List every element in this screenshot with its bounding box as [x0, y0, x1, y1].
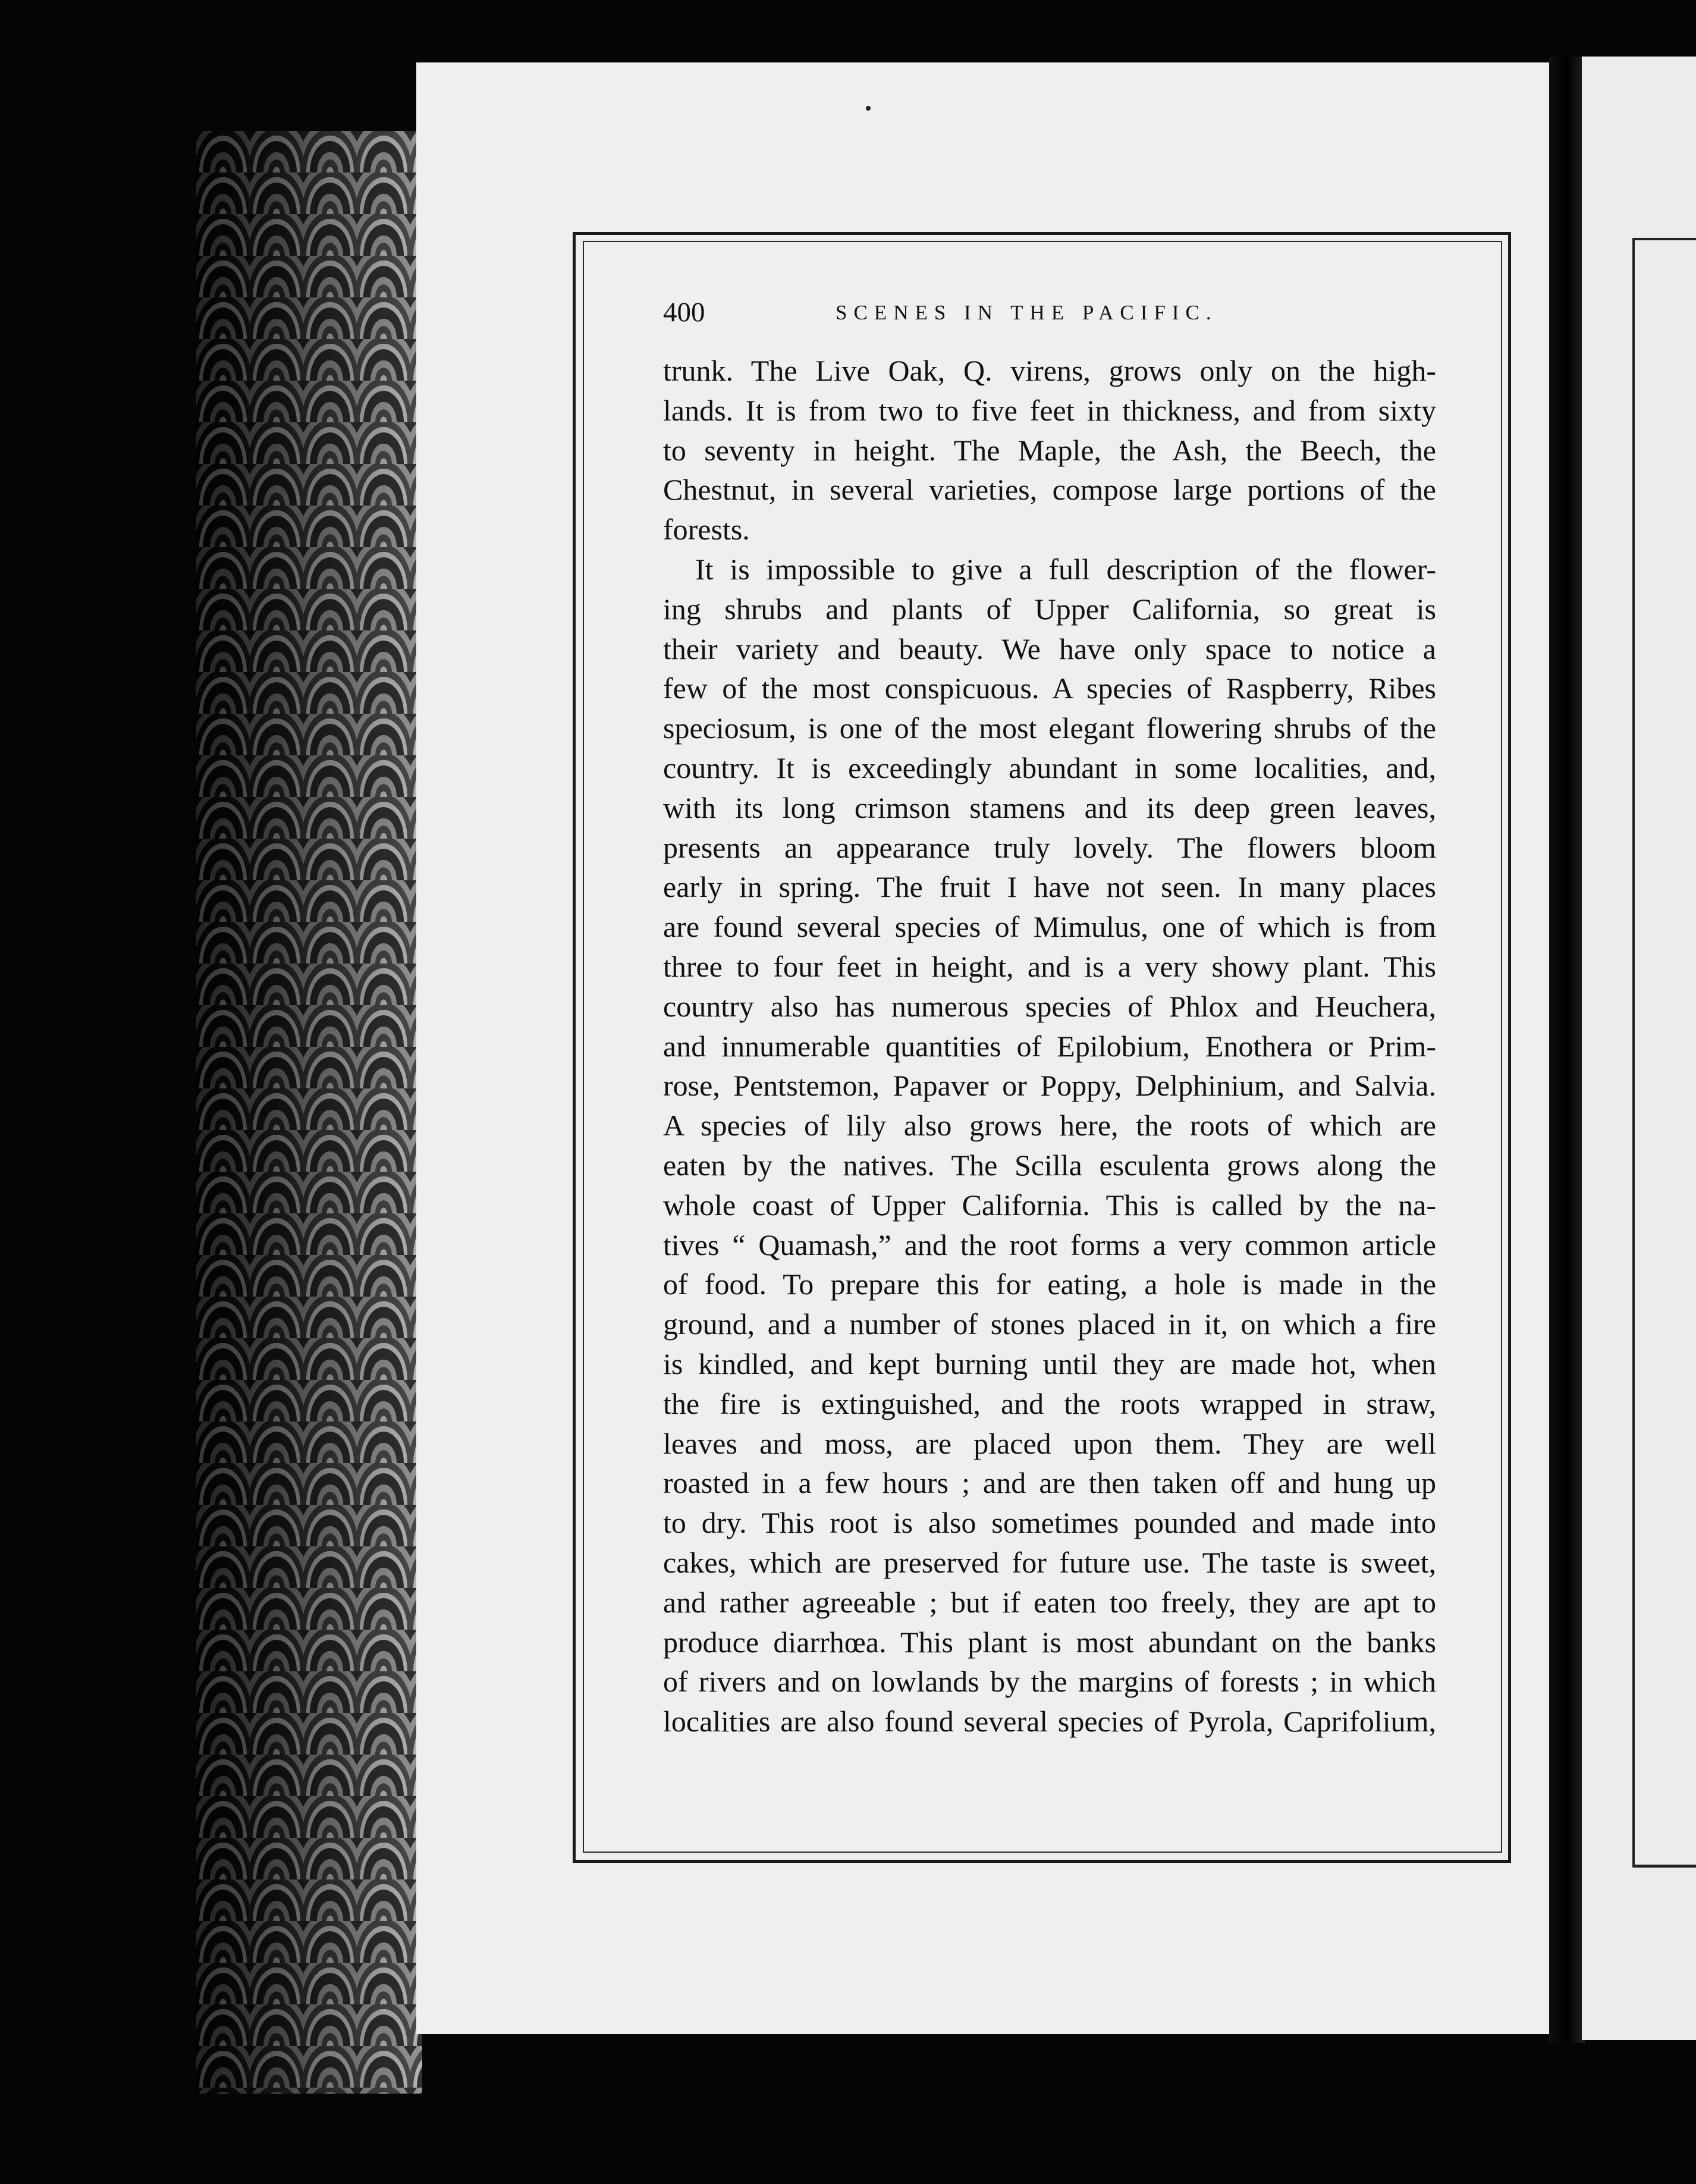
text-line: few of the most conspicuous. A species of Raspberry, Ribes	[663, 671, 1436, 705]
text-line: eaten by the natives. The Scilla esculenta grows along the	[663, 1148, 1436, 1182]
running-title: SCENES IN THE PACIFIC.	[836, 301, 1218, 324]
text-line: produce diarrhœa. This plant is most abundant on the banks	[663, 1625, 1436, 1659]
text-line: speciosum, is one of the most elegant flowering shrubs of the	[663, 711, 1436, 745]
text-line: to seventy in height. The Maple, the Ash, the Beech, the	[663, 433, 1436, 467]
facing-page-border	[1632, 238, 1696, 1868]
page-header	[663, 296, 1436, 332]
text-line: presents an appearance truly lovely. The flowers bloom	[663, 830, 1436, 864]
text-line: rose, Pentstemon, Papaver or Poppy, Delphinium, and Salvia.	[663, 1069, 1436, 1103]
page-number: 400	[663, 297, 705, 328]
text-line: country. It is exceedingly abundant in some localities, and,	[663, 751, 1436, 785]
text-line: localities are also found several species of Pyrola, Caprifolium,	[663, 1705, 1436, 1739]
text-line: Chestnut, in several varieties, compose large portions of the	[663, 473, 1436, 507]
text-line: tives “ Quamash,” and the root forms a very common article	[663, 1228, 1436, 1262]
text-line: of food. To prepare this for eating, a hole is made in the	[663, 1267, 1436, 1301]
body-text	[663, 351, 1436, 1741]
text-line: A species of lily also grows here, the roots of which are	[663, 1109, 1436, 1143]
text-line: to dry. This root is also sometimes pounded and made into	[663, 1506, 1436, 1540]
text-line: roasted in a few hours ; and are then taken off and hung up	[663, 1466, 1436, 1500]
text-line: lands. It is from two to five feet in thickness, and from sixty	[663, 393, 1436, 427]
text-line: their variety and beauty. We have only space to notice a	[663, 632, 1436, 666]
text-line: is kindled, and kept burning until they are made hot, when	[663, 1347, 1436, 1380]
text-line: and rather agreeable ; but if eaten too freely, they are apt to	[663, 1585, 1436, 1619]
text-line: country also has numerous species of Phlox and Heuchera,	[663, 989, 1436, 1023]
marbled-book-edge	[196, 131, 422, 2094]
text-line: whole coast of Upper California. This is called by the na-	[663, 1188, 1436, 1222]
text-line: early in spring. The fruit I have not seen. In many places	[663, 870, 1436, 904]
text-line: cakes, which are preserved for future use. The taste is sweet,	[663, 1545, 1436, 1579]
text-line: are found several species of Mimulus, one of which is from	[663, 910, 1436, 944]
text-line: and innumerable quantities of Epilobium, Enothera or Prim-	[663, 1029, 1436, 1063]
text-line: It is impossible to give a full description of the flower-	[695, 552, 1436, 586]
text-line: trunk. The Live Oak, Q. virens, grows only on the high-	[663, 354, 1436, 387]
text-line: ing shrubs and plants of Upper California, so great is	[663, 592, 1436, 626]
text-line: forests.	[663, 513, 750, 547]
page-speck	[866, 106, 871, 111]
text-line: with its long crimson stamens and its deep green leaves,	[663, 790, 1436, 824]
text-line: leaves and moss, are placed upon them. They are well	[663, 1426, 1436, 1460]
text-line: the fire is extinguished, and the roots wrapped in straw,	[663, 1386, 1436, 1420]
text-line: three to four feet in height, and is a very showy plant. This	[663, 949, 1436, 983]
text-line: ground, and a number of stones placed in it, on which a fire	[663, 1307, 1436, 1341]
text-line: of rivers and on lowlands by the margins of forests ; in which	[663, 1665, 1436, 1699]
book-gutter	[1549, 57, 1585, 2043]
